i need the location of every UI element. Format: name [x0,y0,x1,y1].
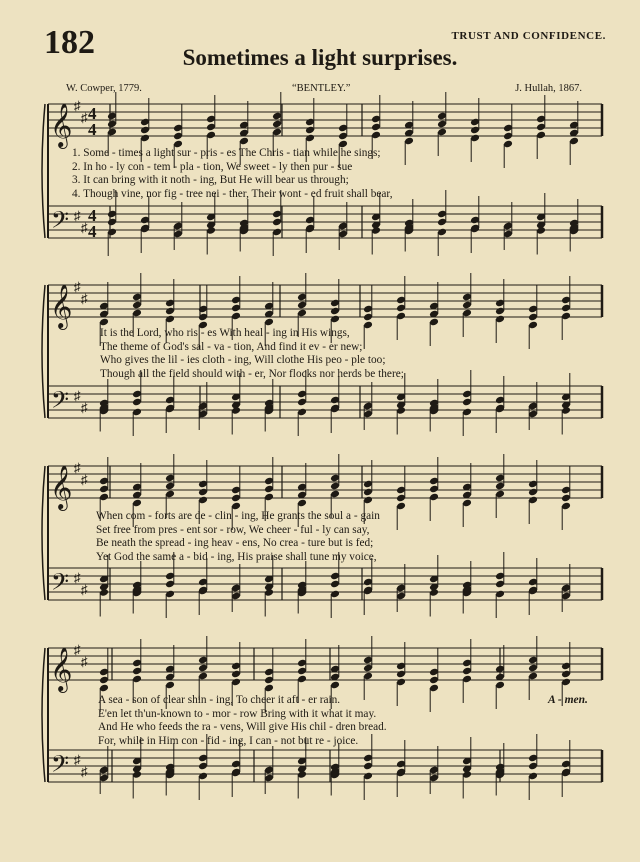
time-signature: 4 [88,120,97,139]
lyric-line: A sea - son of clear shin - ing, To cheer it aft - er rain. [98,694,341,706]
lyric-line: 2. In ho - ly con - tem - pla - tion, We sweet - ly then pur - sue [72,160,353,173]
lyric-line: And He who feeds the ra - vens, Will give His chil - dren bread. [98,721,387,734]
sharp-sign: ♯ [81,291,88,306]
time-signature: 4 [88,104,97,123]
lyrics-system-1 [72,147,598,201]
treble-clef: 𝄞 [50,103,73,147]
system-brace [42,648,45,782]
sharp-sign: ♯ [74,460,81,475]
lyric-line: Be neath the spread - ing heav - ens, No crea - ture but is fed; [96,537,374,550]
sharp-sign: ♯ [74,570,81,585]
lyric-line: It is the Lord, who ris - es With heal - ing in His wings, [100,327,350,339]
lyric-line: Set free from pres - ent sor - row, We cheer - ful - ly can say, [96,523,370,536]
sharp-sign: ♯ [74,98,81,113]
sharp-sign: ♯ [81,472,88,487]
bass-clef: 𝄢 [51,206,70,239]
treble-clef: 𝄞 [50,465,73,509]
tune-name: “BENTLEY.” [292,83,351,94]
lyric-line: 4. Though vine, nor fig - tree nei - ther, Their wont - ed fruit shall bear, [72,187,393,200]
section-heading: TRUST AND CONFIDENCE. [451,30,606,42]
treble-clef: 𝄞 [50,284,73,328]
hymn-title: Sometimes a light surprises. [182,45,458,70]
sharp-sign: ♯ [74,279,81,294]
lyric-line: 3. It can bring with it noth - ing, But He will bear us through; [72,174,349,187]
author-credit: W. Cowper, 1779. [66,83,142,94]
bass-clef: 𝄢 [51,386,70,419]
sharp-sign: ♯ [81,110,88,125]
sharp-sign: ♯ [74,388,81,403]
lyric-line: 1. Some - times a light sur - pris - es The Chris - tian while he sings; [72,147,381,159]
lyric-line: For, while in Him con - fid - ing, I can - not but re - joice. [98,734,359,747]
sharp-sign: ♯ [81,220,88,235]
composer-credit: J. Hullah, 1867. [515,83,582,94]
bass-clef: 𝄢 [51,750,70,783]
lyric-line: E'en let th'un-known to - mor - row Bring with it what it may. [98,707,377,720]
lyrics-system-4 [98,694,518,748]
bass-clef: 𝄢 [51,568,70,601]
hymn-number: 182 [44,24,95,61]
time-signature: 4 [88,222,97,241]
lyrics-system-3 [96,510,600,564]
sharp-sign: ♯ [81,582,88,597]
lyric-line: When com - forts are de - clin - ing, He grants the soul a - gain [96,510,380,522]
treble-clef: 𝄞 [50,647,73,691]
lyric-line: Who gives the lil - ies cloth - ing, Will clothe His peo - ple too; [100,354,386,367]
sharp-sign: ♯ [81,764,88,779]
lyric-line: Though all the field should with - er, Nor flocks nor herds be there; [100,367,404,380]
system-brace [42,466,45,600]
time-signature: 4 [88,206,97,225]
system-brace [42,285,45,418]
amen-text: A - men. [548,694,588,706]
sharp-sign: ♯ [74,642,81,657]
sharp-sign: ♯ [81,654,88,669]
sharp-sign: ♯ [74,752,81,767]
system-brace [42,104,45,238]
sharp-sign: ♯ [74,208,81,223]
lyric-line: The theme of God's sal - va - tion, And find it ev - er new; [100,340,363,353]
lyric-line: Yet God the same a - bid - ing, His praise shall tune my voice, [96,550,377,563]
lyrics-system-2 [100,327,600,381]
sharp-sign: ♯ [81,400,88,415]
